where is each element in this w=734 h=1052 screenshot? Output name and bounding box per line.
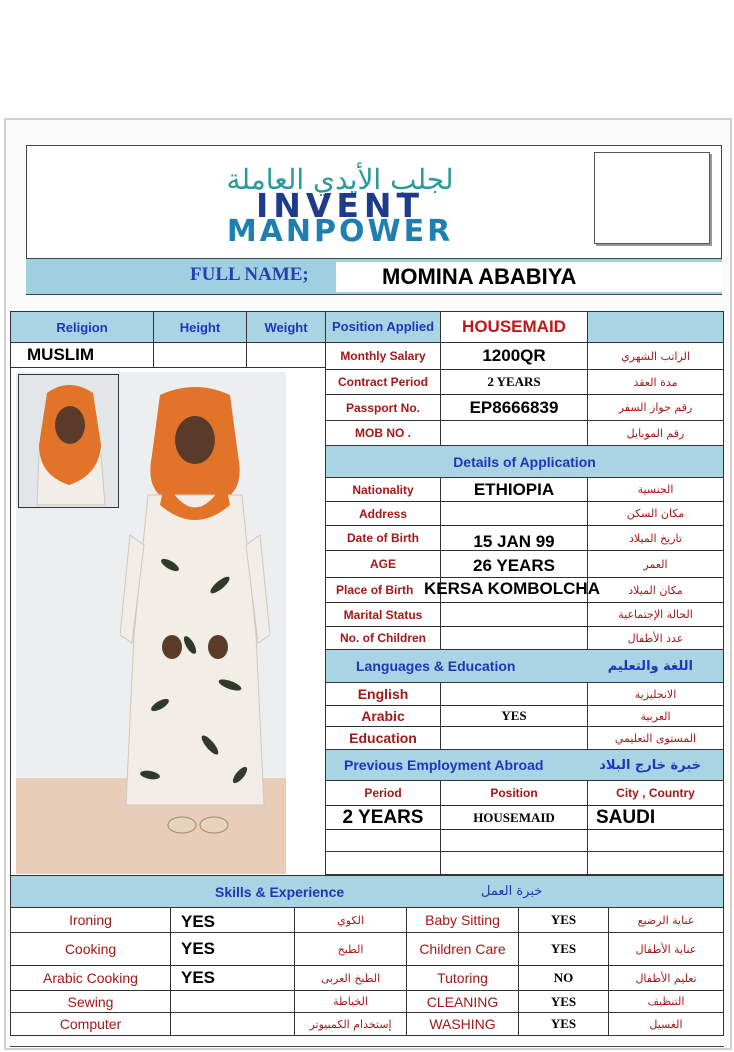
dob-value: 15 JAN 99 (440, 525, 588, 551)
arabic-label: Arabic (325, 705, 441, 727)
candidate-full-body-figure (120, 385, 270, 845)
age-label: AGE (325, 550, 441, 578)
candidate-portrait-figure (19, 375, 119, 508)
passport-photo-box (594, 152, 710, 244)
full-name-value: MOMINA ABABIYA (382, 264, 577, 289)
salary-label: Monthly Salary (325, 342, 441, 370)
skill-tutoring-value: NO (518, 965, 609, 991)
position-arabic-cell (587, 311, 724, 343)
employment-empty-cell (325, 851, 441, 875)
languages-title: Languages & Education (356, 658, 516, 674)
skill-baby-sitting-label: Baby Sitting (406, 907, 519, 933)
children-value (440, 626, 588, 650)
skill-baby-sitting-value: YES (518, 907, 609, 933)
nationality-arabic: الجنسية (587, 477, 724, 502)
contract-period-arabic: مدة العقد (587, 369, 724, 395)
employment-title-arabic: خبرة خارج البلاد (599, 757, 701, 773)
religion-header: Religion (10, 311, 154, 343)
dob-label: Date of Birth (325, 525, 441, 551)
skill-washing-value: YES (518, 1012, 609, 1036)
skill-computer-value (170, 1012, 295, 1036)
education-value (440, 726, 588, 750)
position-column-header: Position (440, 780, 588, 806)
skill-tutoring-arabic: تعليم الأطفال (608, 965, 724, 991)
weight-value (246, 342, 326, 368)
education-arabic: المستوى التعليمي (587, 726, 724, 750)
skill-children-care-arabic: عناية الأطفال (608, 932, 724, 966)
salary-value: 1200QR (440, 342, 588, 370)
skill-cooking-arabic: الطبخ (294, 932, 407, 966)
skill-children-care-value: YES (518, 932, 609, 966)
birthplace-label: Place of Birth (325, 577, 441, 603)
skill-cooking-value: YES (170, 932, 295, 966)
skill-sewing-label: Sewing (10, 990, 171, 1013)
skills-title: Skills & Experience (215, 883, 345, 900)
age-arabic: العمر (587, 550, 724, 578)
weight-header: Weight (246, 311, 326, 343)
skill-baby-sitting-arabic: عناية الرضيع (608, 907, 724, 933)
skill-children-care-label: Children Care (406, 932, 519, 966)
english-value (440, 682, 588, 706)
skill-arabic-cooking-arabic: الطبخ العربى (294, 965, 407, 991)
employment-empty-cell (587, 829, 724, 852)
employment-empty-cell (440, 829, 588, 852)
employment-section-header (325, 749, 724, 781)
height-value (153, 342, 247, 368)
skill-washing-arabic: الغسيل (608, 1012, 724, 1036)
mobile-label: MOB NO . (325, 420, 441, 446)
children-arabic: عدد الأطفال (587, 626, 724, 650)
religion-value: MUSLIM (10, 342, 154, 368)
mobile-arabic: رقم الموبايل (587, 420, 724, 446)
marital-status-value (440, 602, 588, 627)
skill-arabic-cooking-value: YES (170, 965, 295, 991)
period-column-header: Period (325, 780, 441, 806)
employment-empty-cell (587, 851, 724, 875)
employment-country-value: SAUDI (587, 805, 724, 830)
age-value: 26 YEARS (440, 550, 588, 578)
contract-period-value: 2 YEARS (440, 369, 588, 395)
passport-arabic: رقم جواز السفر (587, 394, 724, 421)
contract-period-label: Contract Period (325, 369, 441, 395)
height-header: Height (153, 311, 247, 343)
skill-computer-arabic: إستخدام الكمبيوتر (294, 1012, 407, 1036)
logo-manpower: MANPOWER (226, 214, 454, 249)
employment-title: Previous Employment Abroad (344, 757, 544, 773)
bottom-divider (10, 1046, 724, 1047)
skill-sewing-value (170, 990, 295, 1013)
position-applied-value: HOUSEMAID (440, 311, 588, 343)
skills-section-header (10, 875, 724, 908)
skill-arabic-cooking-label: Arabic Cooking (10, 965, 171, 991)
english-label: English (325, 682, 441, 706)
employment-period-value: 2 YEARS (325, 805, 441, 830)
employment-empty-cell (440, 851, 588, 875)
skill-cooking-label: Cooking (10, 932, 171, 966)
logo-invent: INVENT (255, 186, 425, 225)
children-label: No. of Children (325, 626, 441, 650)
arabic-arabic: العربية (587, 705, 724, 727)
salary-arabic: الراتب الشهري (587, 342, 724, 370)
details-section-header: Details of Application (325, 445, 724, 478)
skill-ironing-value: YES (170, 907, 295, 933)
skill-ironing-arabic: الكوي (294, 907, 407, 933)
marital-status-arabic: الحالة الإجتماعية (587, 602, 724, 627)
skill-washing-label: WASHING (406, 1012, 519, 1036)
marital-status-label: Marital Status (325, 602, 441, 627)
education-label: Education (325, 726, 441, 750)
skill-cleaning-arabic: التنظيف (608, 990, 724, 1013)
nationality-value: ETHIOPIA (440, 477, 588, 502)
passport-value: EP8666839 (440, 394, 588, 421)
skill-tutoring-label: Tutoring (406, 965, 519, 991)
position-applied-header: Position Applied (325, 311, 441, 343)
address-value (440, 501, 588, 526)
birthplace-value: KERSA KOMBOLCHA (424, 579, 600, 598)
employment-position-value: HOUSEMAID (440, 805, 588, 830)
skill-cleaning-value: YES (518, 990, 609, 1013)
address-arabic: مكان السكن (587, 501, 724, 526)
nationality-label: Nationality (325, 477, 441, 502)
passport-label: Passport No. (325, 394, 441, 421)
english-arabic: الانجليزية (587, 682, 724, 706)
skill-ironing-label: Ironing (10, 907, 171, 933)
skill-sewing-arabic: الخياطة (294, 990, 407, 1013)
city-country-column-header: City , Country (587, 780, 724, 806)
skill-computer-label: Computer (10, 1012, 171, 1036)
skill-cleaning-label: CLEANING (406, 990, 519, 1013)
skills-title-arabic: خبرة العمل (481, 884, 543, 899)
languages-section-header (325, 649, 724, 683)
dob-arabic: تاريخ الميلاد (587, 525, 724, 551)
logo-arabic-text: لجلب الأيدي العاملة (226, 163, 454, 196)
mobile-value (440, 420, 588, 446)
languages-title-arabic: اللغة والتعليم (607, 658, 693, 674)
arabic-value: YES (440, 705, 588, 727)
full-name-label: FULL NAME; (190, 264, 309, 285)
employment-empty-cell (325, 829, 441, 852)
candidate-photo-portrait (18, 374, 119, 508)
address-label: Address (325, 501, 441, 526)
birthplace-arabic: مكان الميلاد (587, 577, 724, 603)
